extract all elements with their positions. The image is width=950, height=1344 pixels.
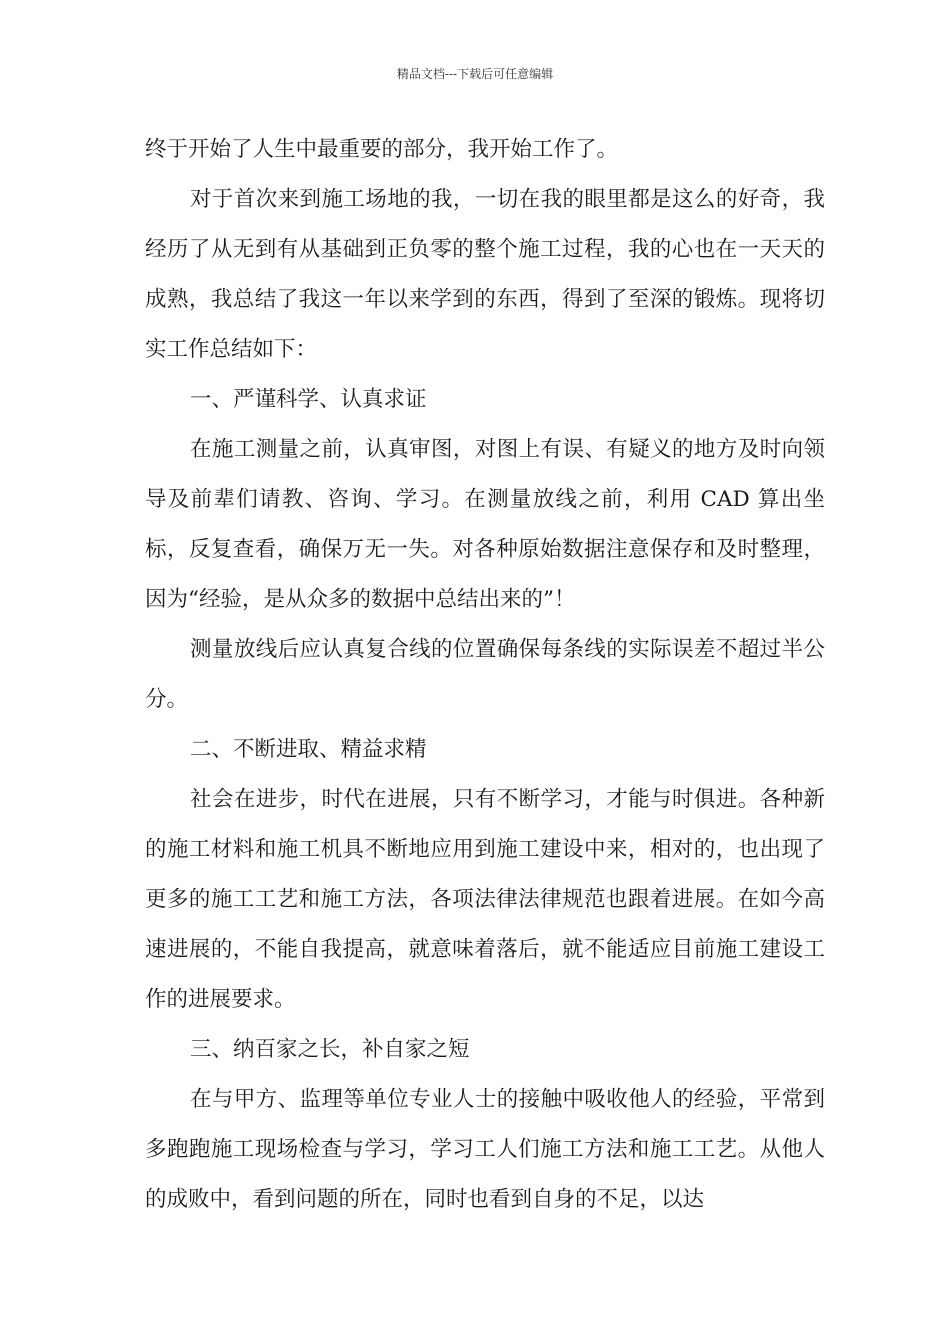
paragraph-intro: 终于开始了人生中最重要的部分，我开始工作了。 [145,137,619,162]
paragraph: 对于首次来到施工场地的我，一切在我的眼里都是这么的好奇，我经历了从无到有从基础到正负零的整个施工过程，我的心也在一天天的成熟，我总结了我这一年以来学到的东西，得到了至深的锻炼。现将切实工作总结如下： [145,187,825,362]
paragraph: 在与甲方、监理等单位专业人士的接触中吸收他人的经验，平常到多跑跑施工现场检查与学习，学习工人们施工方法和施工工艺。从他人的成败中，看到问题的所在，同时也看到自身的不足，以达 [145,1087,825,1212]
section-heading-1: 一、严谨科学、认真求证 [190,387,427,412]
paragraph: 社会在进步，时代在进展，只有不断学习，才能与时俱进。各种新的施工材料和施工机具不断地应用到施工建设中来，相对的，也出现了更多的施工工艺和施工方法，各项法律法律规范也跟着进展。在如今高速进展的，不能自我提高，就意味着落后，就不能适应目前施工建设工作的进展要求。 [145,787,825,1012]
document-body [145,125,825,1225]
paragraph: 测量放线后应认真复合线的位置确保每条线的实际误差不超过半公分。 [145,637,825,712]
section-heading-2: 二、不断进取、精益求精 [190,737,427,762]
page-header: 精品文档---下载后可任意编辑 [396,67,554,81]
paragraph: 在施工测量之前，认真审图，对图上有误、有疑义的地方及时向领导及前辈们请教、咨询、学习。在测量放线之前，利用 CAD 算出坐标，反复查看，确保万无一失。对各种原始数据注意保存和及时整理，因为“经验，是从众多的数据中总结出来的”！ [145,437,825,612]
section-heading-3: 三、纳百家之长，补自家之短 [190,1037,470,1062]
